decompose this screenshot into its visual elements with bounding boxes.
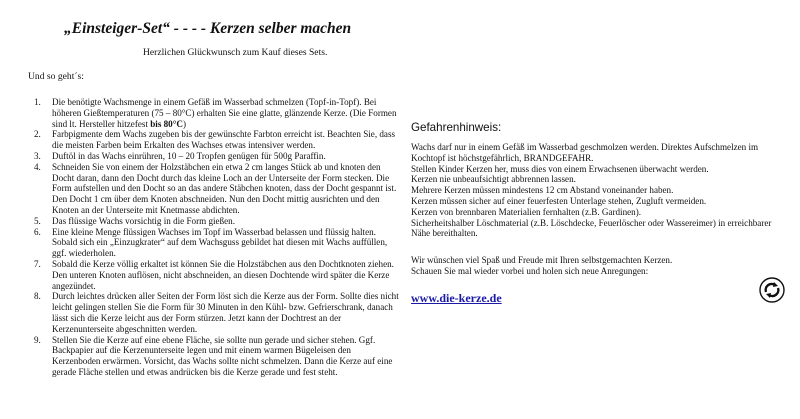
step-text: Eine kleine Menge flüssigen Wachses im Topf im Wasserbad belassen und flüssig halten. Sobald sich ein „Einzugkrater“ auf dem Wachsguss gebildet hat diesen mit Wachs auffüllen, ggf. wiederholen.	[52, 226, 388, 259]
list-item	[22, 335, 400, 378]
list-item	[22, 162, 400, 216]
list-item	[22, 259, 400, 291]
step-text: Farbpigmente dem Wachs zugeben bis der gewünschte Farbton erreicht ist. Beachten Sie, dass die meisten Farben beim Erkalten des Wachses etwas intensiver werden.	[52, 129, 396, 151]
intro-text: Und so geht´s:	[28, 71, 84, 82]
step-text: Schneiden Sie von einem der Holzstäbchen ein etwa 2 cm langes Stück ab und knoten den Docht daran, dann den Docht durch das kleine Loch an der Unterseite der Form stecken. Die Form aufstellen und den Docht so an das andere Stäbchen knoten, dass der Docht gespannt ist. Den Docht 1 cm über dem Knoten abschneiden. Nun den Docht mittig ausrichten und den Knoten an der Unterseite mit Knetmasse abdichten.	[52, 161, 397, 215]
step-text: Stellen Sie die Kerze auf eine ebene Fläche, sie sollte nun gerade und sicher stehen. Ggf. Backpapier auf die Kerzenunterseite legen und mit einem warmen Bügeleisen den Kerzenboden erwärmen. Vorsicht, das Wachs sollte nicht schmelzen. Dann die Kerze auf eine gerade Fläche stellen und etwas andrücken bis die Kerze gerade und fest steht.	[52, 334, 393, 377]
closing-line: Wir wünschen viel Spaß und Freude mit Ihren selbstgemachten Kerzen.	[411, 255, 673, 265]
warning-heading: Gefahrenhinweis:	[411, 121, 502, 134]
step-text: Sobald die Kerze völlig erkaltet ist können Sie die Holzstäbchen aus den Dochtknoten ziehen. Den unteren Knoten auflösen, nicht abschneiden, an diesen Dochtende wird später die Kerze angezündet.	[52, 258, 394, 291]
warning-line: Kerzen von brennbaren Materialien fernhalten (z.B. Gardinen).	[411, 206, 642, 217]
step-number: 6.	[34, 226, 41, 237]
step-text-tail: )	[182, 118, 186, 129]
step-text: Duftöl in das Wachs einrühren, 10 – 20 Tropfen genügen für 500g Paraffin.	[52, 150, 326, 161]
step-number: 4.	[34, 161, 41, 172]
closing-text	[411, 255, 783, 277]
congratulations-text: Herzlichen Glückwunsch zum Kauf dieses Sets.	[143, 47, 328, 58]
warning-line: Stellen Kinder Kerzen her, muss dies von einem Erwachsenen überwacht werden.	[411, 163, 709, 174]
warning-text	[411, 142, 783, 239]
list-item	[22, 216, 400, 227]
step-text: Durch leichtes drücken aller Seiten der Form löst sich die Kerze aus der Form. Sollte dies nicht leicht gelingen stellen Sie die Form für 30 Minuten in den Kühl- bzw. Gefrierschrank, danach lässt sich die Kerze leicht aus der Form stürzen. Jetzt kann der Dochtrest an der Kerzenunterseite abgeschnitten werden.	[52, 291, 399, 334]
warning-line: Kerzen nie unbeaufsichtigt abbrennen lassen.	[411, 174, 576, 185]
list-item	[22, 291, 400, 334]
instruction-list	[22, 97, 400, 378]
warning-line: Wachs darf nur in einem Gefäß im Wasserbad geschmolzen werden. Direktes Aufschmelzen im Kochtopf ist höchstgefährlich, BRANDGEFAHR.	[411, 142, 759, 163]
closing-line: Schauen Sie mal wieder vorbei und holen sich neue Anregungen:	[411, 265, 649, 276]
website-link[interactable]: www.die-kerze.de	[411, 291, 502, 305]
step-number: 1.	[34, 97, 41, 107]
warning-line: Sicherheitshalber Löschmaterial (z.B. Löschdecke, Feuerlöscher oder Wassereimer) in erreichbarer Nähe bereithalten.	[411, 217, 772, 239]
list-item	[22, 151, 400, 162]
warning-line: Mehrere Kerzen müssen mindestens 12 cm Abstand voneinander haben.	[411, 185, 674, 196]
step-number: 2.	[34, 129, 41, 140]
step-text: Das flüssige Wachs vorsichtig in die Form gießen.	[52, 215, 235, 226]
list-item	[22, 227, 400, 259]
step-number: 8.	[34, 291, 41, 302]
list-item	[22, 97, 400, 129]
warning-line: Kerzen müssen sicher auf einer feuerfesten Unterlage stehen, Zugluft vermeiden.	[411, 195, 707, 206]
list-item	[22, 129, 400, 151]
step-number: 7.	[34, 258, 41, 269]
page-title: „Einsteiger-Set“ - - - - Kerzen selber machen	[64, 20, 352, 37]
step-number: 5.	[34, 215, 41, 226]
step-number: 9.	[34, 334, 41, 345]
recycling-logo-icon	[759, 277, 785, 303]
step-emphasis: bis 80°C	[150, 118, 183, 129]
step-number: 3.	[34, 150, 41, 161]
step-text: Die benötigte Wachsmenge in einem Gefäß im Wasserbad schmelzen (Topf-in-Topf). Bei höheren Gießtemperaturen (75 – 80°C) erhalten Sie eine glatte, glänzende Kerze. (Die Formen sind lt. Hersteller hitzefest	[52, 97, 397, 129]
